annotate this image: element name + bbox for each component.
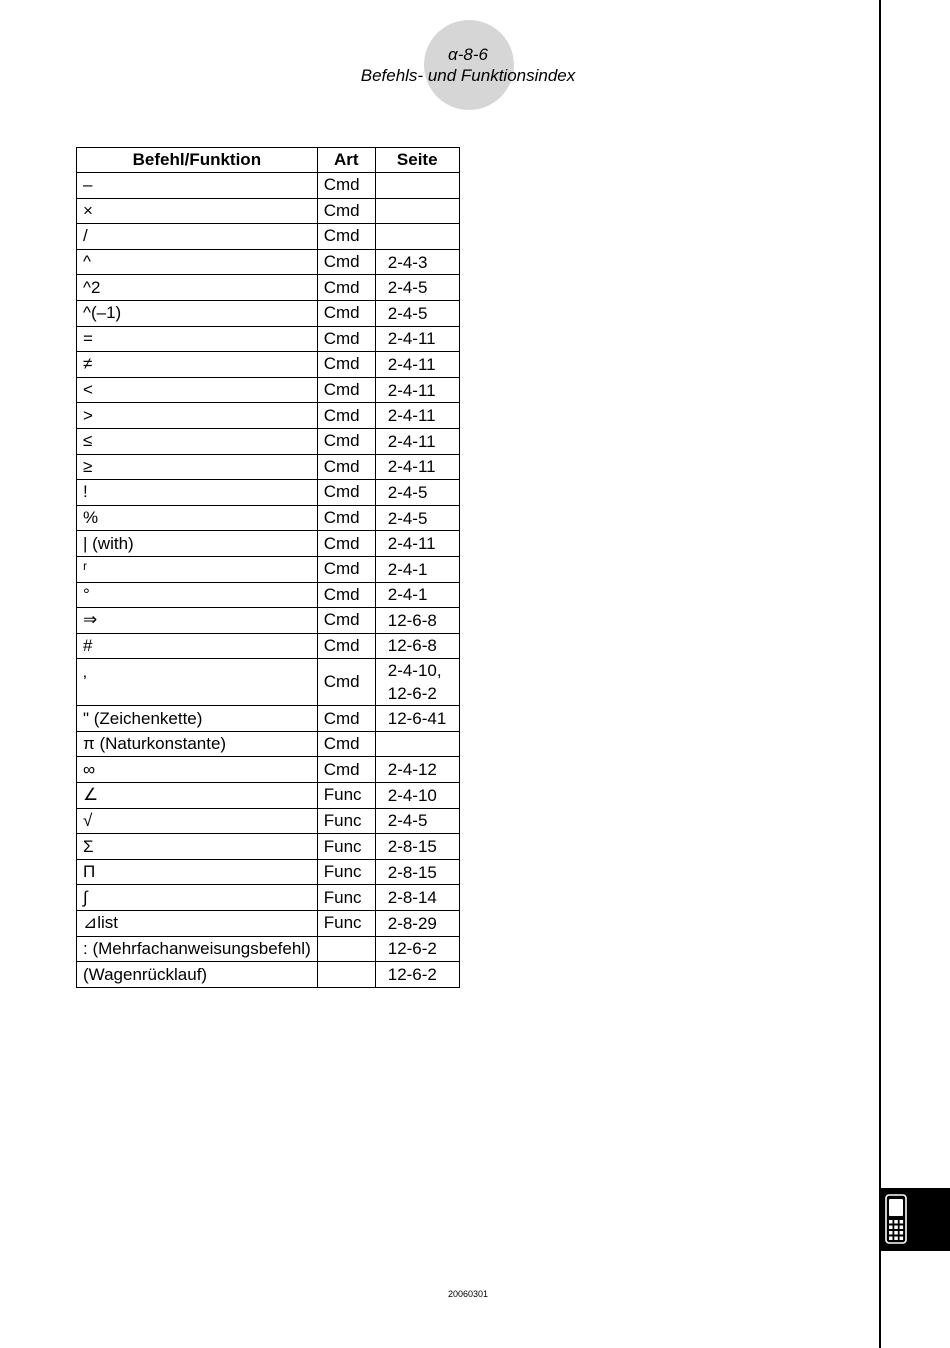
page-reference: 2-4-11 xyxy=(387,354,436,374)
type-cell: Func xyxy=(317,885,375,911)
type-cell: Cmd xyxy=(317,582,375,608)
page-reference: 12-6-2 xyxy=(387,939,437,959)
page-reference: 2-4-3 xyxy=(387,252,428,272)
type-cell: Cmd xyxy=(317,454,375,480)
page-reference: 2-4-5 xyxy=(387,482,428,502)
type-cell: Cmd xyxy=(317,275,375,301)
page-cell xyxy=(375,885,459,911)
page-cell xyxy=(375,377,459,403)
page-cell xyxy=(375,936,459,962)
table-row xyxy=(77,659,460,706)
command-cell: ^(–1) xyxy=(77,300,318,326)
page-cell xyxy=(375,275,459,301)
table-row xyxy=(77,859,460,885)
table-header-row xyxy=(77,148,460,173)
page-reference: 2-4-11 xyxy=(387,534,436,554)
command-cell: ʳ xyxy=(77,556,318,582)
type-cell: Func xyxy=(317,783,375,809)
type-cell: Func xyxy=(317,808,375,834)
type-cell: Cmd xyxy=(317,224,375,250)
page-cell xyxy=(375,757,459,783)
command-cell: Π xyxy=(77,859,318,885)
page-title: Befehls- und Funktionsindex xyxy=(360,66,576,85)
page-cell xyxy=(375,911,459,937)
type-cell: Cmd xyxy=(317,659,375,706)
page-reference: 2-4-5 xyxy=(387,303,428,323)
table-row xyxy=(77,582,460,608)
command-cell: ≥ xyxy=(77,454,318,480)
page-reference: 2-4-5 xyxy=(387,508,428,528)
type-cell: Cmd xyxy=(317,731,375,757)
page-cell xyxy=(375,834,459,860)
command-cell: = xyxy=(77,326,318,352)
page-reference: 12-6-8 xyxy=(387,610,437,630)
page-cell xyxy=(375,173,459,199)
table-row xyxy=(77,962,460,988)
page-cell xyxy=(375,454,459,480)
page-reference: 12-6-2 xyxy=(387,684,437,704)
calculator-icon xyxy=(885,1194,907,1244)
type-cell: Cmd xyxy=(317,757,375,783)
command-cell: # xyxy=(77,633,318,659)
type-cell: Cmd xyxy=(317,326,375,352)
page-cell xyxy=(375,731,459,757)
command-cell: ! xyxy=(77,480,318,506)
page-cell xyxy=(375,198,459,224)
type-cell: Cmd xyxy=(317,403,375,429)
type-cell: Cmd xyxy=(317,249,375,275)
table-row xyxy=(77,352,460,378)
page-cell xyxy=(375,859,459,885)
page-reference: 2-4-11 xyxy=(387,380,436,400)
footer-code: 20060301 xyxy=(447,1289,489,1299)
page-cell xyxy=(375,403,459,429)
table-row xyxy=(77,403,460,429)
type-cell: Cmd xyxy=(317,633,375,659)
type-cell xyxy=(317,936,375,962)
page-reference: 2-4-11 xyxy=(387,329,436,349)
page-reference: 2-8-14 xyxy=(387,888,437,908)
page-cell xyxy=(375,352,459,378)
command-index-table xyxy=(76,147,460,988)
page-reference: 2-4-5 xyxy=(387,278,428,298)
table-row xyxy=(77,706,460,732)
header-circle-decoration xyxy=(424,20,514,110)
type-cell: Cmd xyxy=(317,531,375,557)
type-cell: Cmd xyxy=(317,300,375,326)
table-row xyxy=(77,757,460,783)
table-row xyxy=(77,731,460,757)
table-row xyxy=(77,173,460,199)
table-row xyxy=(77,531,460,557)
table-row xyxy=(77,428,460,454)
table-row xyxy=(77,633,460,659)
page-cell xyxy=(375,531,459,557)
table-row xyxy=(77,326,460,352)
page-reference: 12-6-2 xyxy=(387,965,437,985)
page-cell xyxy=(375,659,459,706)
page-reference: 2-4-5 xyxy=(387,811,428,831)
page-cell xyxy=(375,428,459,454)
command-cell: / xyxy=(77,224,318,250)
command-cell: ⊿list xyxy=(77,911,318,937)
command-cell: < xyxy=(77,377,318,403)
table-row xyxy=(77,198,460,224)
page-cell xyxy=(375,326,459,352)
command-cell: π (Naturkonstante) xyxy=(77,731,318,757)
page-reference: 12-6-8 xyxy=(387,636,437,656)
command-cell: ∫ xyxy=(77,885,318,911)
page-cell xyxy=(375,300,459,326)
page-number: α-8-6 xyxy=(448,45,488,64)
page-cell xyxy=(375,224,459,250)
page-cell xyxy=(375,480,459,506)
type-cell: Cmd xyxy=(317,352,375,378)
side-tab[interactable] xyxy=(880,1188,950,1251)
page-reference: 2-4-1 xyxy=(387,559,428,579)
command-cell: (Wagenrücklauf) xyxy=(77,962,318,988)
page-reference: 2-4-1 xyxy=(387,585,428,605)
command-cell: ∠ xyxy=(77,783,318,809)
table-row xyxy=(77,911,460,937)
command-cell: ’ xyxy=(77,659,318,706)
page-cell xyxy=(375,633,459,659)
command-cell: ≠ xyxy=(77,352,318,378)
command-cell: : (Mehrfachanweisungsbefehl) xyxy=(77,936,318,962)
table-row xyxy=(77,783,460,809)
page-reference: 12-6-41 xyxy=(387,709,447,729)
right-margin-rule xyxy=(879,0,881,1348)
page-cell xyxy=(375,706,459,732)
type-cell: Func xyxy=(317,834,375,860)
table-row xyxy=(77,377,460,403)
page-reference: 2-8-15 xyxy=(387,837,437,857)
command-cell: ^2 xyxy=(77,275,318,301)
table-row xyxy=(77,480,460,506)
page-cell xyxy=(375,808,459,834)
command-cell: √ xyxy=(77,808,318,834)
page-reference: 2-4-11 xyxy=(387,457,436,477)
table-row xyxy=(77,834,460,860)
command-cell: > xyxy=(77,403,318,429)
command-cell: ^ xyxy=(77,249,318,275)
page-cell xyxy=(375,556,459,582)
command-cell: % xyxy=(77,505,318,531)
type-cell: Func xyxy=(317,859,375,885)
type-cell: Cmd xyxy=(317,377,375,403)
command-cell: ° xyxy=(77,582,318,608)
command-cell: ≤ xyxy=(77,428,318,454)
page-cell xyxy=(375,962,459,988)
command-cell: | (with) xyxy=(77,531,318,557)
type-cell: Cmd xyxy=(317,173,375,199)
table-row xyxy=(77,454,460,480)
page-cell xyxy=(375,608,459,634)
table-row xyxy=(77,936,460,962)
page-reference: 2-8-15 xyxy=(387,862,437,882)
column-header-type: Art xyxy=(317,148,375,173)
table-row xyxy=(77,224,460,250)
table-row xyxy=(77,275,460,301)
table-row xyxy=(77,885,460,911)
page-cell xyxy=(375,582,459,608)
command-cell: – xyxy=(77,173,318,199)
page-reference: 2-4-10, xyxy=(387,661,442,681)
page-cell xyxy=(375,249,459,275)
page-cell xyxy=(375,783,459,809)
column-header-command: Befehl/Funktion xyxy=(77,148,318,173)
type-cell: Cmd xyxy=(317,706,375,732)
table-row xyxy=(77,608,460,634)
table-row xyxy=(77,505,460,531)
type-cell: Cmd xyxy=(317,428,375,454)
type-cell xyxy=(317,962,375,988)
page-reference: 2-4-10 xyxy=(387,785,437,805)
table-row xyxy=(77,249,460,275)
column-header-page: Seite xyxy=(375,148,459,173)
type-cell: Cmd xyxy=(317,556,375,582)
type-cell: Cmd xyxy=(317,480,375,506)
page-reference: 2-4-12 xyxy=(387,760,437,780)
page-cell xyxy=(375,505,459,531)
command-cell: " (Zeichenkette) xyxy=(77,706,318,732)
command-cell: ⇒ xyxy=(77,608,318,634)
page-reference: 2-4-11 xyxy=(387,406,436,426)
page-reference: 2-4-11 xyxy=(387,431,436,451)
type-cell: Cmd xyxy=(317,198,375,224)
command-cell: Σ xyxy=(77,834,318,860)
type-cell: Cmd xyxy=(317,505,375,531)
command-cell: × xyxy=(77,198,318,224)
page-reference: 2-8-29 xyxy=(387,913,437,933)
table-body xyxy=(77,173,460,988)
command-cell: ∞ xyxy=(77,757,318,783)
type-cell: Func xyxy=(317,911,375,937)
table-row xyxy=(77,808,460,834)
table-row xyxy=(77,300,460,326)
type-cell: Cmd xyxy=(317,608,375,634)
table-row xyxy=(77,556,460,582)
